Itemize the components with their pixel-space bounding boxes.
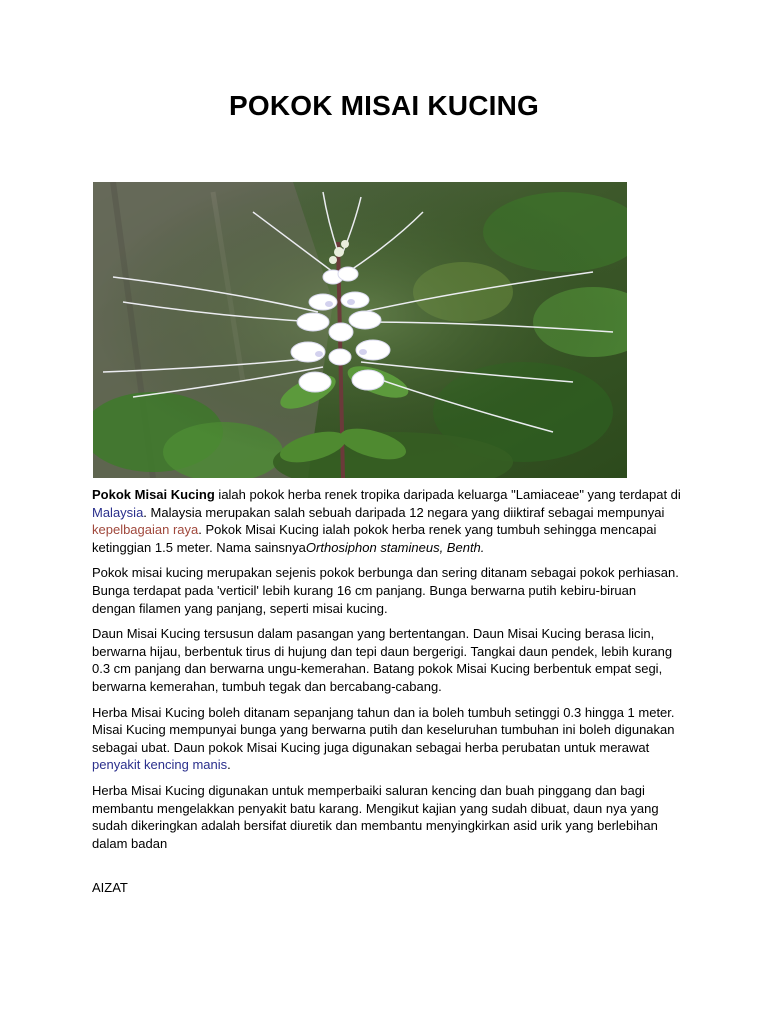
page-title: POKOK MISAI KUCING [228, 90, 540, 121]
author-signature: AIZAT [92, 880, 128, 895]
article-body [92, 486, 682, 860]
link-malaysia[interactable]: Malaysia [92, 504, 144, 520]
growth-text-2: . [227, 757, 231, 773]
plant-photo [93, 182, 627, 478]
intro-text-2: . Malaysia merupakan salah sebuah daripada 12 negara yang diiktiraf sebagai mempunyai [143, 504, 665, 520]
scientific-name: Orthosiphon stamineus, Benth. [305, 539, 485, 555]
paragraph-uses: Herba Misai Kucing digunakan untuk memperbaiki saluran kencing dan buah pinggang dan bagi membantu mengelakkan penyakit batu karang. Mengikut kajian yang sudah dibuat, daun nya yang sudah dikeringkan adalah bersifat diuretik dan membantu menyingkirkan asid urik yang berlebihan dalam badan [92, 782, 659, 851]
link-kepelbagaian-raya[interactable]: kepelbagaian raya [92, 522, 199, 538]
misai-kucing-flower-image [93, 182, 627, 478]
plant-name-bold: Pokok Misai Kucing [92, 487, 215, 502]
paragraph-intro [92, 486, 682, 556]
link-penyakit-kencing-manis[interactable]: penyakit kencing manis [92, 757, 228, 773]
paragraph-leaves: Daun Misai Kucing tersusun dalam pasangan yang bertentangan. Daun Misai Kucing berasa licin, berwarna hijau, berbentuk tirus di hujung dan tepi daun bergerigi. Tangkai daun pendek, lebih kurang 0.3 cm panjang dan berwarna ungu-kemerahan. Batang pokok Misai Kucing berbentuk empat segi, berwarna kemerahan, tumbuh tegak dan bercabang-cabang. [92, 626, 673, 694]
intro-text-1: ialah pokok herba renek tropika daripada keluarga "Lamiaceae" yang terdapat di [214, 487, 681, 502]
paragraph-growth [92, 704, 682, 774]
paragraph-flower: Pokok misai kucing merupakan sejenis pokok berbunga dan sering ditanam sebagai pokok perhiasan. Bunga terdapat pada 'verticil' lebih kurang 16 cm panjang. Bunga berwarna putih kebiru-biruan dengan filamen yang panjang, seperti misai kucing. [92, 565, 679, 616]
growth-text-1: Herba Misai Kucing boleh ditanam sepanjang tahun dan ia boleh tumbuh setinggi 0.3 hingga 1 meter. Misai Kucing mempunyai bunga yang berwarna putih dan keseluruhan tumbuhan ini boleh digunakan sebagai ubat. Daun pokok Misai Kucing juga digunakan sebagai herba perubatan untuk merawat [92, 704, 675, 755]
intro-text-3: . Pokok Misai Kucing ialah pokok herba renek yang tumbuh sehingga mencapai ketinggian 1.5 meter. Nama sainsnya [92, 522, 657, 555]
